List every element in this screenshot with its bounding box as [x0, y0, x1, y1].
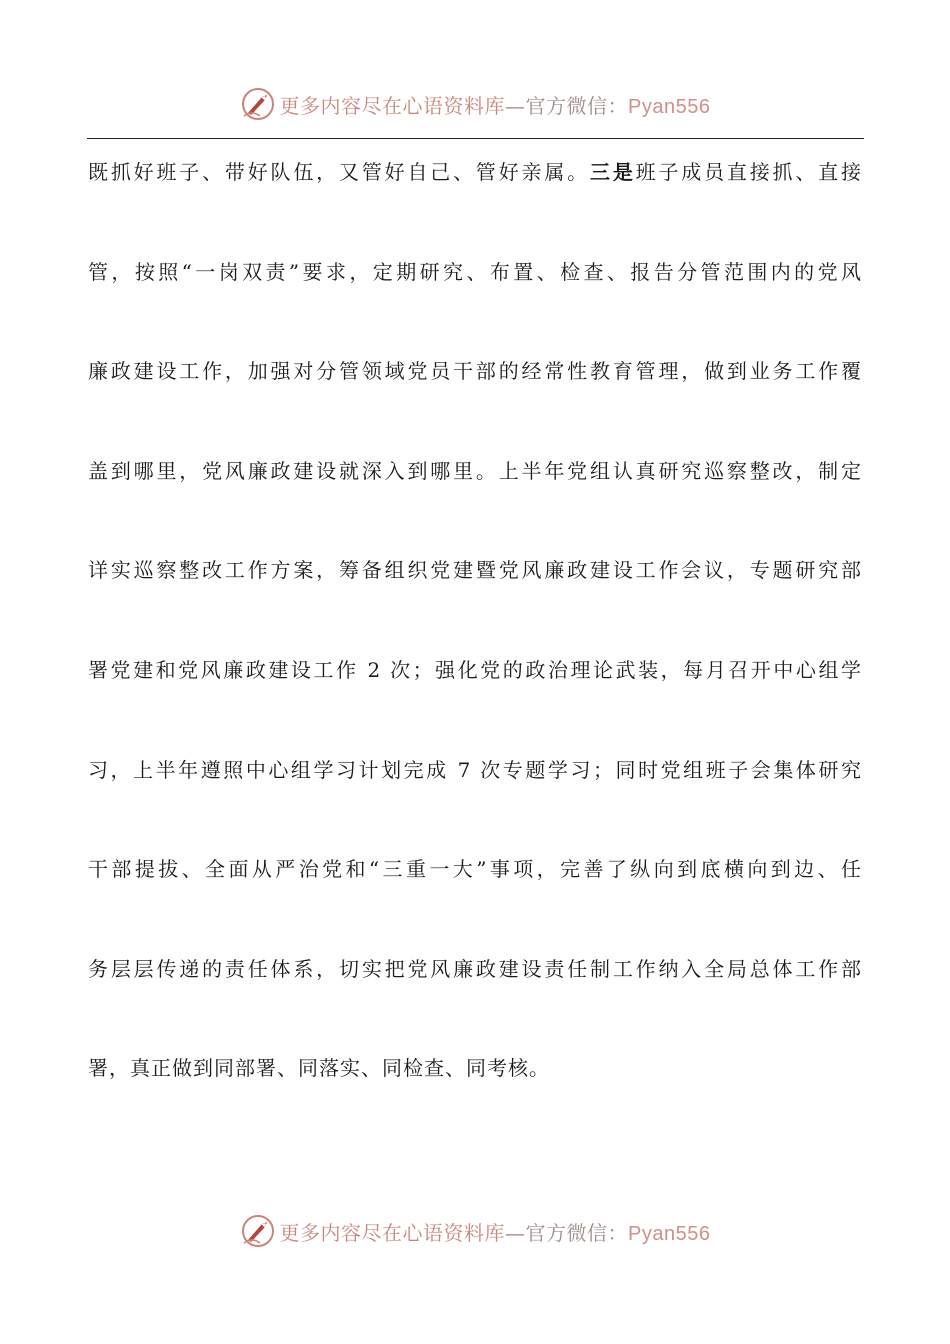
footer-separator: —: [505, 1220, 526, 1245]
pen-nib-icon: [240, 1213, 276, 1249]
body-line-5: 详实巡察整改工作方案，筹备组织党建暨党风廉政建设工作会议，专题研究部: [88, 558, 862, 583]
header-brand: 更多内容尽在心语资料库: [279, 93, 506, 118]
body-line-6: 署党建和党风廉政建设工作 2 次；强化党的政治理论武装，每月召开中心组学: [88, 657, 862, 682]
footer-wechat-label: 官方微信：: [525, 1220, 629, 1245]
header-separator: —: [505, 93, 526, 118]
header-rule: [87, 138, 864, 139]
body-line-7: 习，上半年遵照中心组学习计划完成 7 次专题学习；同时党组班子会集体研究: [88, 757, 862, 782]
footer-wechat-id: Pyan556: [628, 1222, 711, 1245]
pen-nib-icon: [240, 86, 276, 122]
body-line-9: 务层层传递的责任体系，切实把党风廉政建设责任制工作纳入全局总体工作部: [88, 956, 862, 981]
body-line-2: 管，按照“一岗双责”要求，定期研究、布置、检查、报告分管范围内的党风: [88, 259, 862, 284]
footer-banner: [0, 1211, 950, 1251]
body-line-1-pre: 既抓好班子、带好队伍，又管好自己、管好亲属。: [88, 160, 590, 184]
header-wechat-id: Pyan556: [628, 95, 711, 118]
body-line-1-emphasis: 三是: [590, 160, 636, 184]
body-line-1-post: 班子成员直接抓、直接: [635, 160, 863, 184]
body-line-1: [88, 152, 862, 252]
body-line-3: 廉政建设工作，加强对分管领域党员干部的经常性教育管理，做到业务工作覆: [88, 359, 862, 384]
body-line-4: 盖到哪里，党风廉政建设就深入到哪里。上半年党组认真研究巡察整改，制定: [88, 458, 862, 483]
footer-brand: 更多内容尽在心语资料库: [279, 1220, 506, 1245]
header-wechat-label: 官方微信：: [525, 93, 629, 118]
header-text: [280, 90, 711, 119]
body-line-8: 干部提拔、全面从严治党和“三重一大”事项，完善了纵向到底横向到边、任: [88, 857, 862, 882]
document-body: [88, 152, 862, 1148]
footer-text: [280, 1217, 711, 1246]
body-line-10: 署，真正做到同部署、同落实、同检查、同考核。: [88, 1056, 550, 1081]
header-banner: [0, 84, 950, 124]
